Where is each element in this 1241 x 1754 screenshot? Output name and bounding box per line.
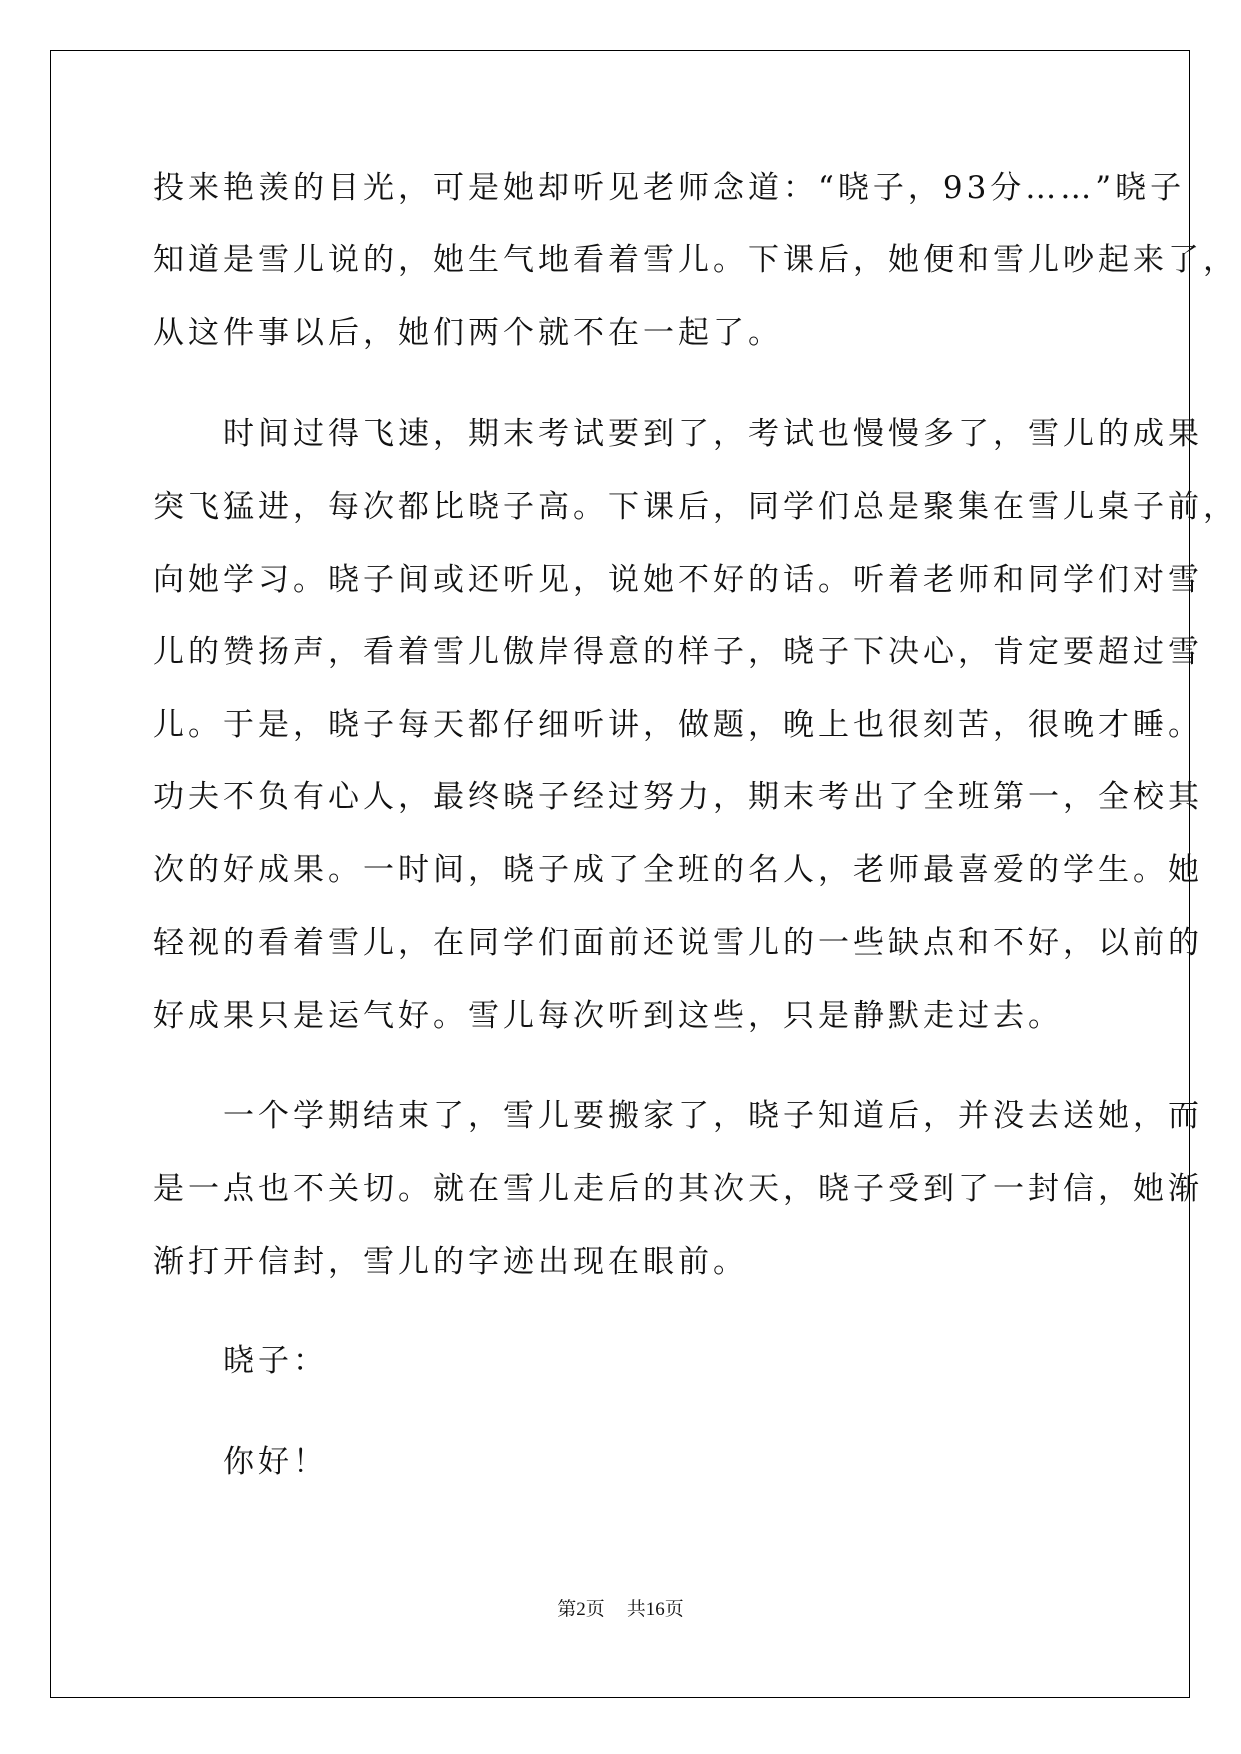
text-line: 向她学习。晓子间或还听见，说她不好的话。听着老师和同学们对雪 <box>153 562 1203 598</box>
text-line: 轻视的看着雪儿，在同学们面前还说雪儿的一些缺点和不好，以前的 <box>153 925 1203 961</box>
page-footer <box>0 1594 1241 1621</box>
letter-greeting: 你好！ <box>153 1444 328 1480</box>
text-line: 一个学期结束了，雪儿要搬家了，晓子知道后，并没去送她，而 <box>153 1098 1203 1134</box>
text-line: 从这件事以后，她们两个就不在一起了。 <box>153 315 783 351</box>
text-line: 次的好成果。一时间，晓子成了全班的名人，老师最喜爱的学生。她 <box>153 852 1203 888</box>
page-number: 第2页 <box>557 1599 605 1620</box>
text-line: 渐打开信封，雪儿的字迹出现在眼前。 <box>153 1244 748 1280</box>
text-line: 时间过得飞速，期末考试要到了，考试也慢慢多了，雪儿的成果 <box>153 416 1203 452</box>
letter-salutation: 晓子： <box>153 1343 328 1379</box>
text-line: 儿。于是，晓子每天都仔细听讲，做题，晚上也很刻苦，很晚才睡。 <box>153 707 1203 743</box>
text-line: 是一点也不关切。就在雪儿走后的其次天，晓子受到了一封信，她渐 <box>153 1171 1203 1207</box>
text-line: 好成果只是运气好。雪儿每次听到这些，只是静默走过去。 <box>153 998 1063 1034</box>
text-line: 功夫不负有心人，最终晓子经过努力，期末考出了全班第一，全校其 <box>153 779 1203 815</box>
text-line: 投来艳羡的目光，可是她却听见老师念道：“晓子，93分……”晓子 <box>153 170 1186 206</box>
text-line: 儿的赞扬声，看着雪儿傲岸得意的样子，晓子下决心，肯定要超过雪 <box>153 634 1203 670</box>
page-total: 共16页 <box>626 1599 684 1620</box>
text-line: 突飞猛进，每次都比晓子高。下课后，同学们总是聚集在雪儿桌子前， <box>153 489 1238 525</box>
text-line: 知道是雪儿说的，她生气地看着雪儿。下课后，她便和雪儿吵起来了， <box>153 242 1238 278</box>
